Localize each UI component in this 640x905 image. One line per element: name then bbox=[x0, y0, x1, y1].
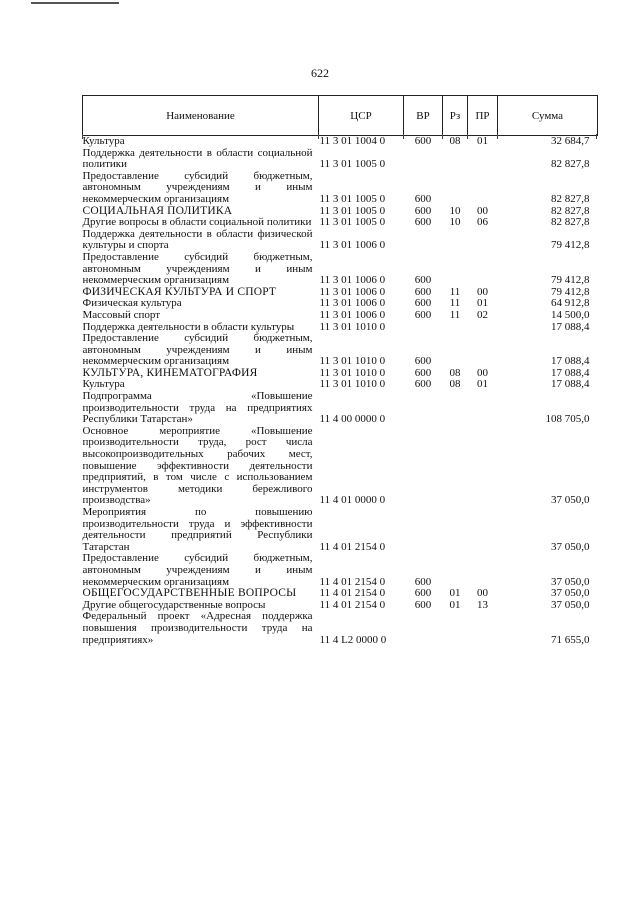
header-rz: Рз bbox=[443, 96, 468, 136]
row-name: Массовый спорт bbox=[82, 308, 161, 321]
table-row bbox=[83, 507, 598, 553]
row-vr: 600 bbox=[414, 216, 432, 229]
table-row bbox=[83, 426, 598, 507]
row-rz bbox=[443, 391, 468, 426]
row-vr: 600 bbox=[414, 587, 432, 600]
row-csr: 11 3 01 1006 0 bbox=[319, 239, 386, 252]
row-csr: 11 4 01 2154 0 bbox=[319, 587, 386, 600]
row-sum: 37 050,0 bbox=[551, 587, 590, 600]
row-rz bbox=[443, 171, 468, 206]
row-pr bbox=[468, 426, 498, 507]
row-vr: 600 bbox=[414, 297, 432, 310]
table-row bbox=[83, 553, 598, 588]
column-tick bbox=[596, 134, 597, 139]
row-pr bbox=[468, 391, 498, 426]
row-name: Поддержка деятельности в области социальной политики bbox=[82, 146, 313, 171]
row-name: ФИЗИЧЕСКАЯ КУЛЬТУРА И СПОРТ bbox=[82, 285, 277, 298]
row-vr: 600 bbox=[414, 135, 432, 147]
row-sum: 82 827,8 bbox=[551, 158, 590, 171]
row-rz bbox=[443, 553, 468, 588]
column-tick bbox=[403, 134, 404, 139]
header-csr: ЦСР bbox=[319, 96, 404, 136]
row-name: СОЦИАЛЬНАЯ ПОЛИТИКА bbox=[82, 204, 233, 217]
row-pr: 02 bbox=[477, 308, 488, 321]
row-pr bbox=[468, 333, 498, 368]
row-sum: 17 088,4 bbox=[551, 320, 590, 333]
table-row bbox=[83, 310, 598, 322]
row-vr: 600 bbox=[414, 274, 432, 287]
column-tick bbox=[497, 134, 498, 139]
row-rz bbox=[443, 148, 468, 171]
row-vr: 600 bbox=[414, 308, 432, 321]
row-vr: 600 bbox=[414, 575, 432, 588]
row-rz bbox=[443, 322, 468, 334]
row-rz: 01 bbox=[449, 587, 461, 600]
row-sum: 82 827,8 bbox=[551, 216, 590, 229]
row-sum: 37 050,0 bbox=[551, 540, 590, 553]
row-sum: 79 412,8 bbox=[551, 285, 590, 298]
table-header-row bbox=[83, 96, 598, 136]
row-csr: 11 4 01 2154 0 bbox=[319, 598, 386, 611]
row-sum: 79 412,8 bbox=[551, 239, 590, 252]
row-vr bbox=[404, 507, 443, 553]
row-vr: 600 bbox=[414, 285, 432, 298]
row-name: Предоставление субсидий бюджетным, автономным учреждениям и иным некоммерческим организациям bbox=[82, 169, 313, 205]
row-vr: 600 bbox=[414, 366, 432, 379]
row-vr: 600 bbox=[414, 378, 432, 391]
row-pr: 00 bbox=[477, 204, 488, 217]
row-csr: 11 3 01 1005 0 bbox=[319, 158, 386, 171]
column-tick bbox=[318, 134, 319, 139]
row-pr bbox=[468, 229, 498, 252]
row-csr: 11 4 01 0000 0 bbox=[319, 494, 386, 507]
row-csr: 11 3 01 1010 0 bbox=[319, 320, 386, 333]
row-name: Предоставление субсидий бюджетным, автономным учреждениям и иным некоммерческим организациям bbox=[82, 552, 313, 588]
row-name: ОБЩЕГОСУДАРСТВЕННЫЕ ВОПРОСЫ bbox=[82, 587, 297, 600]
row-pr: 01 bbox=[477, 135, 488, 147]
row-pr bbox=[468, 611, 498, 646]
row-rz: 08 bbox=[449, 366, 461, 379]
row-pr: 00 bbox=[477, 285, 488, 298]
row-pr: 01 bbox=[477, 378, 488, 391]
row-csr: 11 3 01 1004 0 bbox=[319, 135, 386, 147]
column-tick bbox=[82, 134, 83, 139]
row-name: Основное мероприятие «Повышение производительности труда, рост числа высокопроизводительных рабочих мест, повышение эффективности деятельности предприятий, в том числе с использованием инструментов методики бережливого производства» bbox=[82, 424, 313, 507]
row-csr: 11 3 01 1005 0 bbox=[319, 192, 386, 205]
row-sum: 82 827,8 bbox=[551, 204, 590, 217]
table-row bbox=[83, 588, 598, 600]
row-name: Физическая культура bbox=[82, 297, 182, 310]
table-row bbox=[83, 252, 598, 287]
row-sum: 71 655,0 bbox=[551, 633, 590, 646]
row-rz: 10 bbox=[449, 204, 461, 217]
row-rz bbox=[443, 507, 468, 553]
table-row bbox=[83, 229, 598, 252]
row-pr bbox=[468, 171, 498, 206]
row-sum: 82 827,8 bbox=[551, 192, 590, 205]
row-pr: 01 bbox=[477, 297, 488, 310]
row-rz bbox=[443, 333, 468, 368]
row-csr: 11 3 01 1005 0 bbox=[319, 216, 386, 229]
row-rz bbox=[443, 426, 468, 507]
row-csr: 11 3 01 1006 0 bbox=[319, 274, 386, 287]
scan-edge-mark bbox=[31, 2, 119, 4]
row-vr: 600 bbox=[414, 355, 432, 368]
row-name: Другие вопросы в области социальной политики bbox=[82, 216, 312, 229]
row-name: Поддержка деятельности в области культуры bbox=[82, 320, 295, 333]
row-rz: 01 bbox=[449, 598, 461, 611]
row-rz: 10 bbox=[449, 216, 461, 229]
row-sum: 17 088,4 bbox=[551, 355, 590, 368]
row-vr bbox=[404, 391, 443, 426]
row-rz bbox=[443, 611, 468, 646]
row-vr bbox=[404, 322, 443, 334]
row-sum: 37 050,0 bbox=[551, 575, 590, 588]
row-sum: 17 088,4 bbox=[551, 378, 590, 391]
row-vr bbox=[404, 611, 443, 646]
header-vr: ВР bbox=[404, 96, 443, 136]
table-row bbox=[83, 136, 598, 148]
row-csr: 11 4 00 0000 0 bbox=[319, 413, 386, 426]
row-rz bbox=[443, 252, 468, 287]
row-csr: 11 4 L2 0000 0 bbox=[319, 633, 387, 646]
row-name: Поддержка деятельности в области физической культуры и спорта bbox=[82, 227, 313, 252]
row-pr bbox=[468, 553, 498, 588]
header-pr: ПР bbox=[468, 96, 498, 136]
row-rz bbox=[443, 229, 468, 252]
row-name: Мероприятия по повышению производительности труда и эффективности деятельности предприятий Республики Татарстан bbox=[82, 506, 313, 553]
table-row bbox=[83, 391, 598, 426]
header-sum: Сумма bbox=[498, 96, 598, 136]
row-pr bbox=[468, 322, 498, 334]
row-name: Подпрограмма «Повышение производительности труда на предприятиях Республики Татарстан» bbox=[82, 390, 313, 426]
row-csr: 11 3 01 1010 0 bbox=[319, 378, 386, 391]
row-csr: 11 3 01 1005 0 bbox=[319, 204, 386, 217]
table-row bbox=[83, 148, 598, 171]
row-vr: 600 bbox=[414, 192, 432, 205]
row-pr bbox=[468, 252, 498, 287]
row-name: Предоставление субсидий бюджетным, автономным учреждениям и иным некоммерческим организациям bbox=[82, 332, 313, 368]
header-name: Наименование bbox=[83, 96, 319, 136]
row-sum: 37 050,0 bbox=[551, 494, 590, 507]
budget-table bbox=[82, 95, 598, 646]
row-csr: 11 4 01 2154 0 bbox=[319, 540, 386, 553]
row-pr: 00 bbox=[477, 587, 488, 600]
row-vr bbox=[404, 148, 443, 171]
row-vr bbox=[404, 229, 443, 252]
table-row bbox=[83, 171, 598, 206]
row-sum: 32 684,7 bbox=[551, 135, 590, 147]
page-number: 622 bbox=[311, 66, 329, 80]
row-sum: 79 412,8 bbox=[551, 274, 590, 287]
row-sum: 108 705,0 bbox=[545, 413, 590, 426]
table-row bbox=[83, 611, 598, 646]
column-tick bbox=[442, 134, 443, 139]
table-body bbox=[83, 136, 598, 647]
row-name: Культура bbox=[82, 378, 125, 391]
row-csr: 11 3 01 1006 0 bbox=[319, 297, 386, 310]
row-pr: 13 bbox=[477, 598, 488, 611]
row-rz: 11 bbox=[449, 308, 461, 321]
row-csr: 11 4 01 2154 0 bbox=[319, 575, 386, 588]
row-csr: 11 3 01 1010 0 bbox=[319, 366, 386, 379]
row-csr: 11 3 01 1006 0 bbox=[319, 285, 386, 298]
row-rz: 11 bbox=[449, 285, 461, 298]
row-rz: 11 bbox=[449, 297, 461, 310]
row-sum: 14 500,0 bbox=[551, 308, 590, 321]
row-rz: 08 bbox=[449, 378, 461, 391]
row-vr: 600 bbox=[414, 598, 432, 611]
row-name: Другие общегосударственные вопросы bbox=[82, 598, 266, 611]
row-name: Предоставление субсидий бюджетным, автономным учреждениям и иным некоммерческим организациям bbox=[82, 250, 313, 287]
table-row bbox=[83, 217, 598, 229]
row-sum: 64 912,8 bbox=[551, 297, 590, 310]
row-pr: 06 bbox=[477, 216, 488, 229]
row-name: Федеральный проект «Адресная поддержка повышения производительности труда на предприятиях» bbox=[82, 610, 313, 646]
row-pr bbox=[468, 507, 498, 553]
row-sum: 37 050,0 bbox=[551, 598, 590, 611]
table-row bbox=[83, 333, 598, 368]
row-name: КУЛЬТУРА, КИНЕМАТОГРАФИЯ bbox=[82, 366, 258, 379]
row-vr: 600 bbox=[414, 204, 432, 217]
row-csr: 11 3 01 1010 0 bbox=[319, 355, 386, 368]
column-tick bbox=[467, 134, 468, 139]
row-vr bbox=[404, 426, 443, 507]
row-rz: 08 bbox=[449, 135, 461, 147]
row-pr bbox=[468, 148, 498, 171]
row-pr: 00 bbox=[477, 366, 488, 379]
row-csr: 11 3 01 1006 0 bbox=[319, 308, 386, 321]
row-sum: 17 088,4 bbox=[551, 366, 590, 379]
row-name: Культура bbox=[82, 135, 125, 147]
